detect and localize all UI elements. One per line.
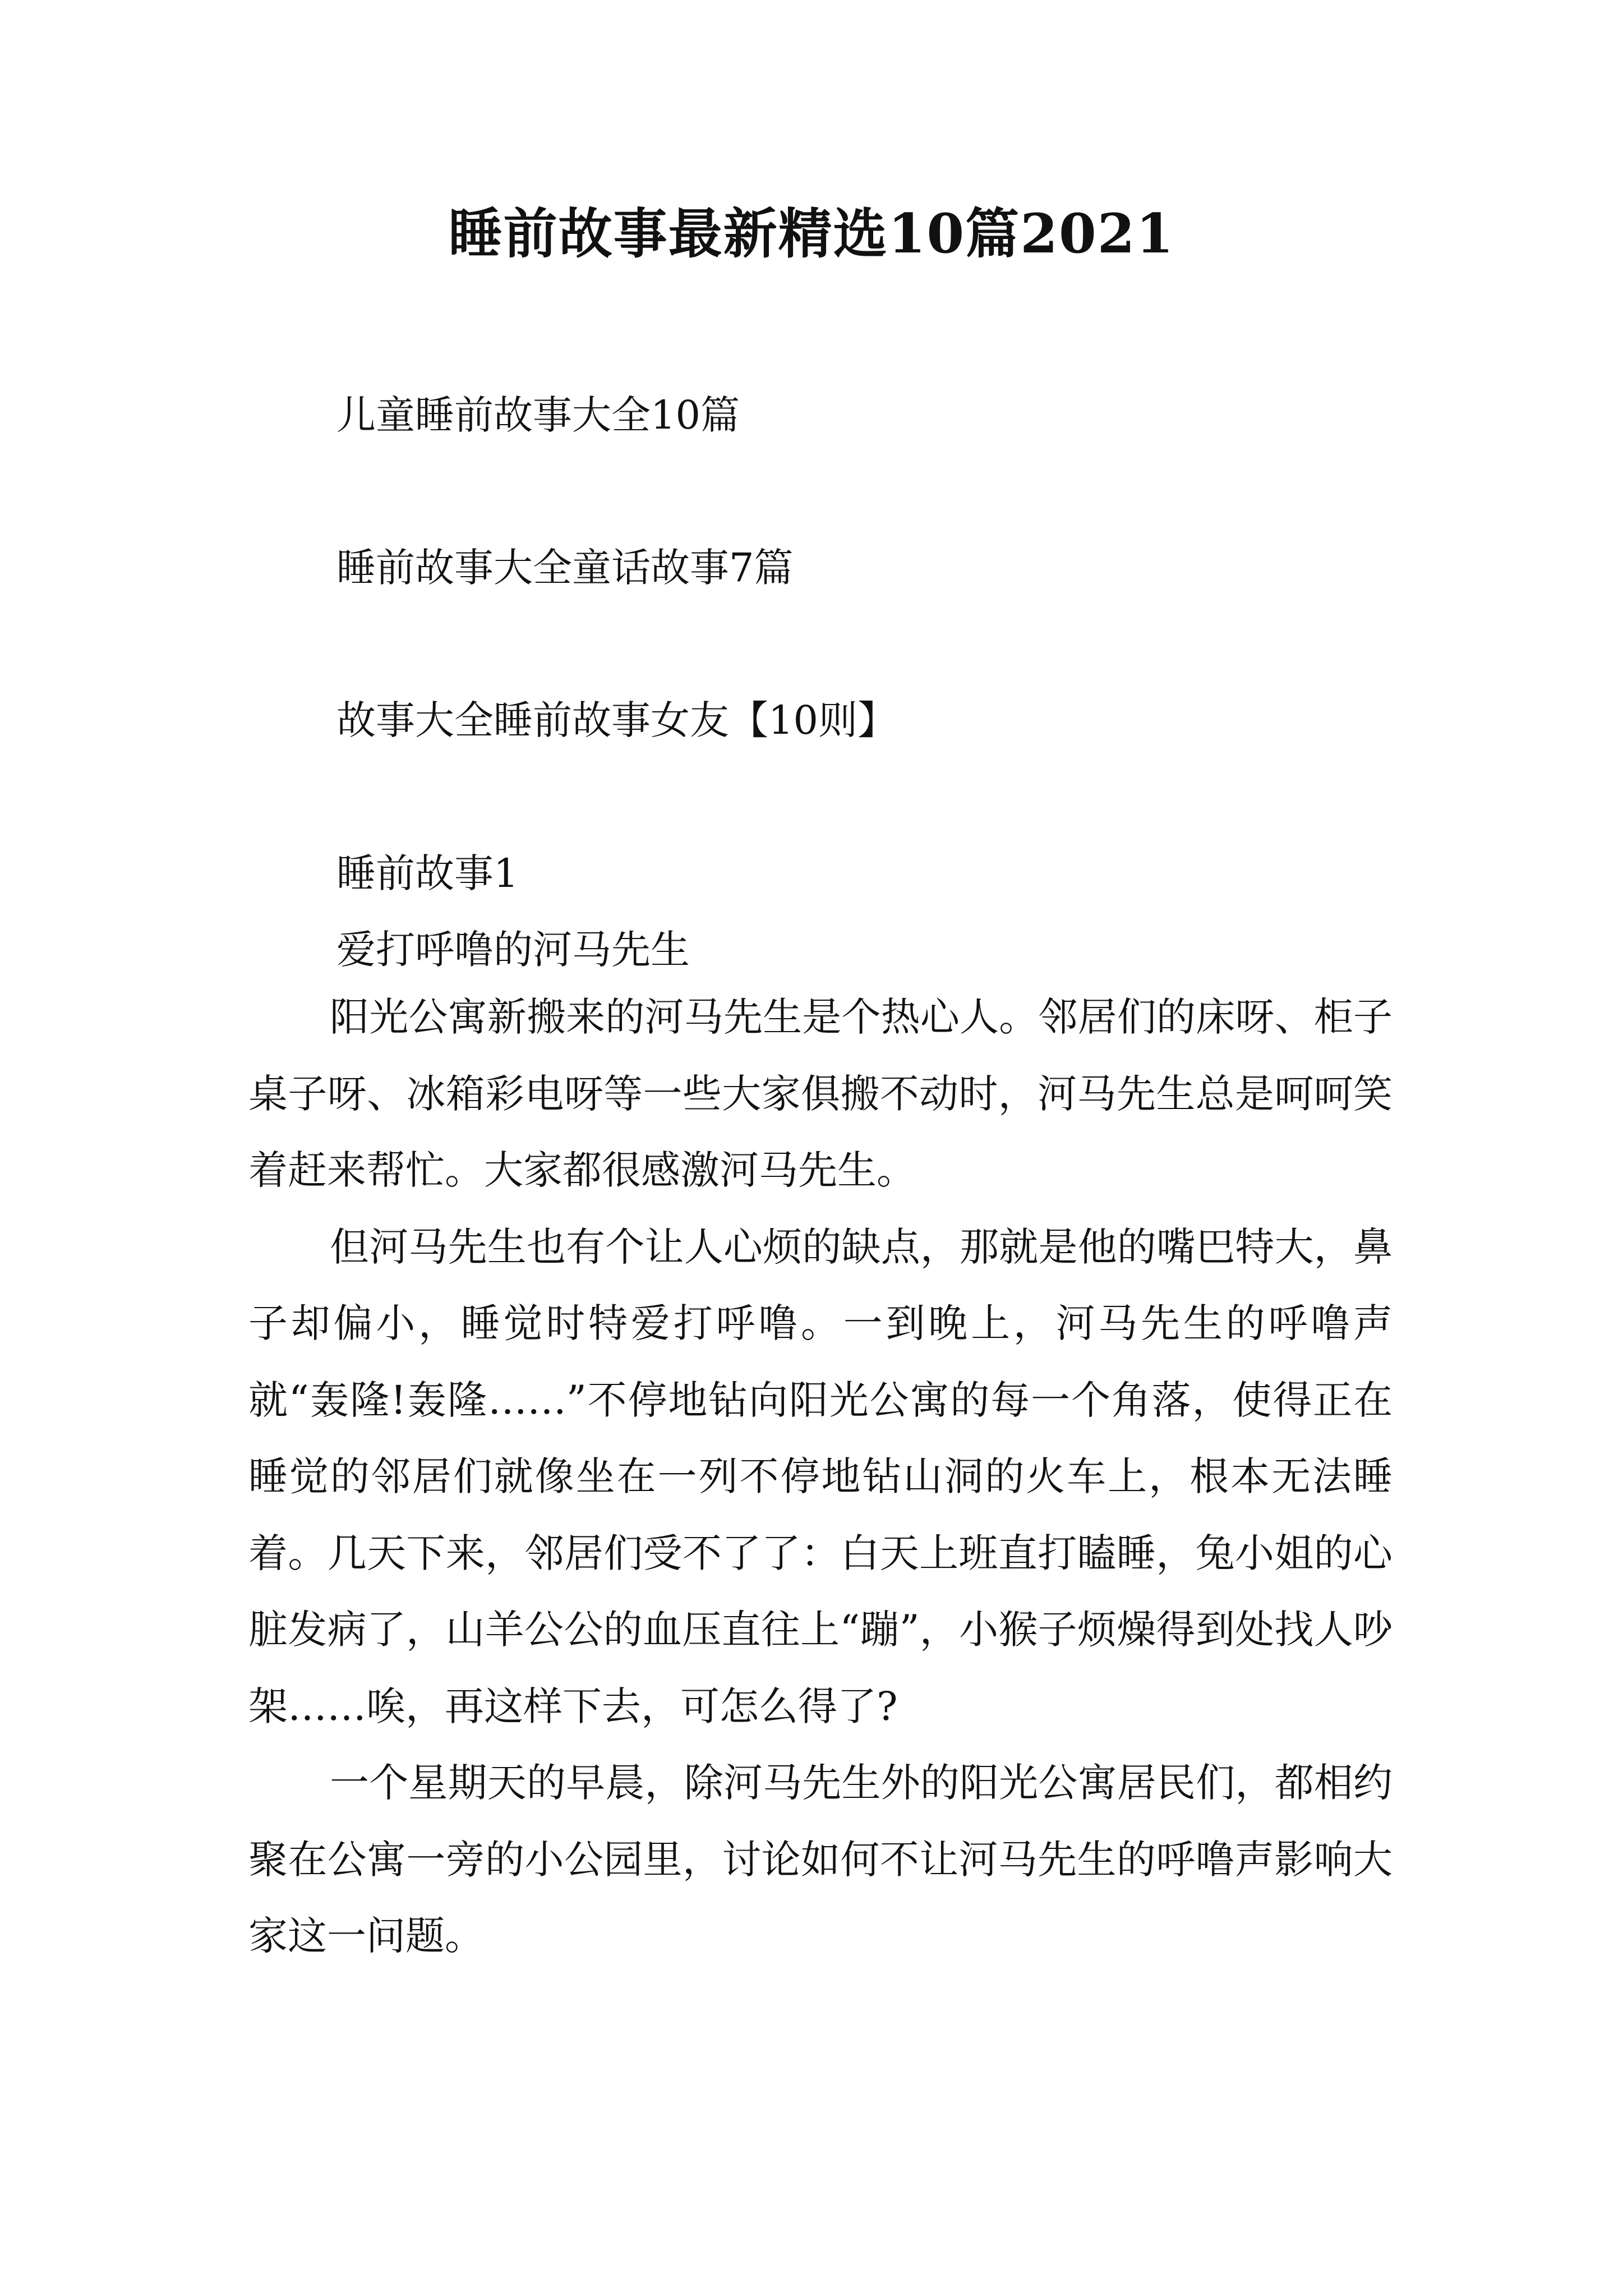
section-heading: 睡前故事1 (336, 850, 519, 896)
related-title-1: 儿童睡前故事大全10篇 (336, 392, 740, 438)
related-title-3: 故事大全睡前故事女友【10则】 (336, 697, 897, 743)
paragraph-2: 但河马先生也有个让人心烦的缺点，那就是他的嘴巴特大，鼻子却偏小，睡觉时特爱打呼噜。一到晚上，河马先生的呼噜声就“轰隆!轰隆……”不停地钻向阳光公寓的每一个角落，使得正在睡觉的邻居们就像坐在一列不停地钻山洞的火车上，根本无法睡着。几天下来，邻居们受不了了：白天上班直打瞌睡，兔小姐的心脏发病了，山羊公公的血压直往上“蹦”，小猴子烦燥得到处找人吵架……唉，再这样下去，可怎么得了? (248, 1223, 1393, 1729)
story-title: 爱打呼噜的河马先生 (336, 927, 690, 973)
related-title-2: 睡前故事大全童话故事7篇 (336, 545, 794, 591)
paragraph-1: 阳光公寓新搬来的河马先生是个热心人。邻居们的床呀、柜子桌子呀、冰箱彩电呀等一些大家俱搬不动时，河马先生总是呵呵笑着赶来帮忙。大家都很感激河马先生。 (248, 994, 1393, 1193)
document-title: 睡前故事最新精选10篇2021 (448, 202, 1175, 265)
paragraph-3: 一个星期天的早晨，除河马先生外的阳光公寓居民们，都相约聚在公寓一旁的小公园里，讨论如何不让河马先生的呼噜声影响大家这一问题。 (248, 1760, 1393, 1959)
story-body (248, 979, 1393, 1975)
